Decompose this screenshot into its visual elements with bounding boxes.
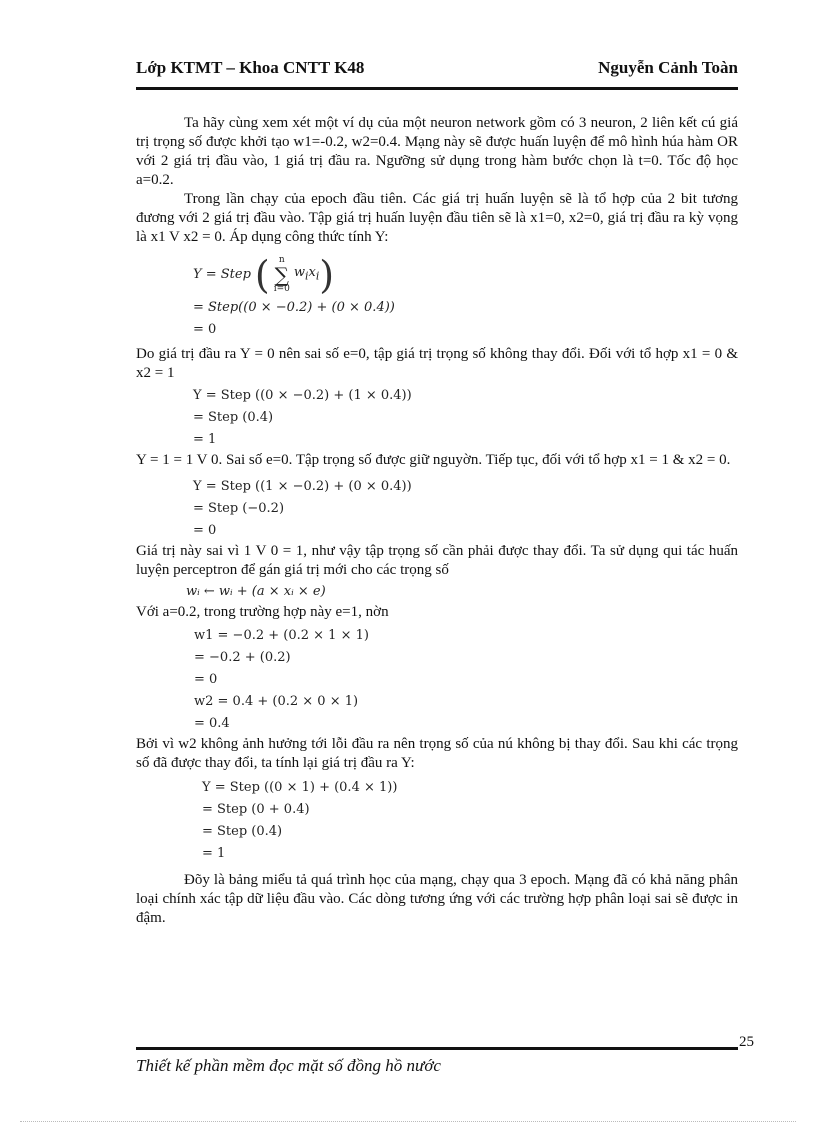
eq-line: = Step (0.4)	[202, 824, 283, 839]
eq-line: Y = Step ((1 × −0.2) + (0 × 0.4))	[193, 479, 412, 494]
equation-block	[136, 625, 738, 735]
footer-rule	[136, 1047, 738, 1050]
footer-title: Thiết kế phần mềm đọc mặt số đồng hồ nước	[136, 1056, 441, 1075]
eq-lhs: Y = Step	[193, 267, 251, 282]
eq-line: w2 = 0.4 + (0.2 × 0 × 1)	[194, 694, 359, 709]
eq-line: Y = Step ((0 × −0.2) + (1 × 0.4))	[193, 388, 412, 403]
eq-line: = 0	[193, 322, 217, 337]
header-author: Nguyễn Cảnh Toàn	[598, 58, 738, 77]
equation-block	[136, 476, 738, 542]
eq-line: w1 = −0.2 + (0.2 × 1 × 1)	[194, 628, 369, 643]
equation-sum	[136, 253, 738, 341]
equation-block	[136, 385, 738, 451]
header-rule	[136, 87, 738, 90]
paragraph-recompute: Bởi vì w2 không ảnh hưởng tới lỗi đầu ra nên trọng số của nú không bị thay đổi. Sau khi các trọng số đã được thay đổi, ta tính lại giá trị đầu ra Y:	[136, 736, 738, 771]
equation-rule	[136, 581, 738, 603]
paragraph-continue: Y = 1 = 1 V 0. Sai số e=0. Tập trọng số được giữ nguyờn. Tiếp tục, đối với tổ hợp x1 = 1 & x2 = 0.	[136, 452, 731, 468]
body-text	[136, 114, 738, 928]
paragraph-output-zero: Do giá trị đầu ra Y = 0 nên sai số e=0, tập giá trị trọng số không thay đổi. Đối với tổ hợp x1 = 0 & x2 = 1	[136, 346, 738, 381]
equation-block	[136, 777, 738, 865]
eq-line: = 0	[193, 523, 217, 538]
eq-line: = 1	[202, 846, 226, 861]
sigma-symbol: n ∑ i=0	[273, 255, 290, 294]
eq-line: = Step (0.4)	[193, 410, 274, 425]
paragraph-intro: Ta hãy cùng xem xét một ví dụ của một neuron network gồm có 3 neuron, 2 liên kết cú giá trị trọng số được khởi tạo w1=-0.2, w2=0.4. Mạng này sẽ được huấn luyện để mô hình húa hàm OR với 2 giá trị đầu vào, 1 giá trị đầu ra. Ngưỡng sử dụng trong hàm bước chọn là t=0. Tốc độ học a=0.2.	[136, 115, 738, 188]
header-class: Lớp KTMT – Khoa CNTT K48	[136, 58, 365, 77]
eq-line: wᵢ ← wᵢ + (a × xᵢ × e)	[186, 584, 326, 599]
paragraph-epoch: Trong lần chạy của epoch đầu tiên. Các giá trị huấn luyện sẽ là tổ hợp của 2 bit tương đương với 2 giá trị đầu vào. Tập giá trị huấn luyện đầu tiên sẽ là x1=0, x2=0, giá trị đầu ra kỳ vọng là x1 V x2 = 0. Áp dụng công thức tính Y:	[136, 191, 738, 245]
eq-line: = Step (0 + 0.4)	[202, 802, 310, 817]
eq-line: = Step (−0.2)	[193, 501, 285, 516]
eq-line: = 1	[193, 432, 217, 447]
eq-line: = 0.4	[194, 716, 230, 731]
page-number: 25	[739, 1034, 754, 1050]
eq-line: = 0	[194, 672, 218, 687]
sum-expression: ( n ∑ i=0 $w_ix_i$ )	[254, 253, 335, 297]
eq-line: = Step((0 × −0.2) + (0 × 0.4))	[193, 300, 395, 315]
paragraph-learning-rate: Với a=0.2, trong trường hợp này e=1, nờn	[136, 604, 389, 620]
paragraph-wrong-value: Giá trị này sai vì 1 V 0 = 1, như vậy tập trọng số cần phải được thay đổi. Ta sử dụng qui tác huấn luyện perceptron để gán giá trị mới cho các trọng số	[136, 543, 738, 578]
eq-line: Y = Step ((0 × 1) + (0.4 × 1))	[202, 780, 398, 795]
page-bottom-divider	[20, 1121, 796, 1122]
paragraph-summary: Đõy là bảng miểu tả quá trình học của mạng, chạy qua 3 epoch. Mạng đã có khả năng phân loại chính xác tập dữ liệu đầu vào. Các dòng tương ứng với các trường hợp phân loại sai sẽ được in đậm.	[136, 872, 738, 926]
eq-line: = −0.2 + (0.2)	[194, 650, 291, 665]
